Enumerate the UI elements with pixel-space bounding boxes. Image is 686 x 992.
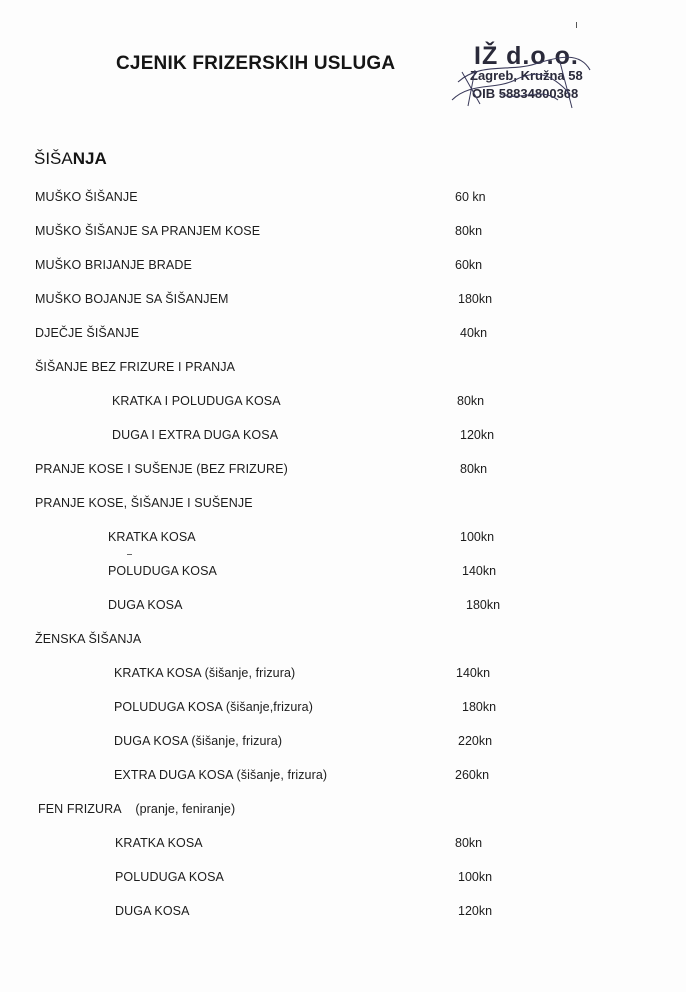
- item-price: 40kn: [460, 326, 488, 340]
- price-row: [0, 666, 600, 684]
- item-price: 180kn: [462, 700, 497, 714]
- item-name: DJEČJE ŠIŠANJE: [35, 326, 140, 340]
- item-price: 60 kn: [455, 190, 486, 204]
- item-name: EXTRA DUGA KOSA (šišanje, frizura): [114, 768, 328, 782]
- item-price: 100kn: [458, 870, 493, 884]
- price-row: [0, 224, 600, 242]
- scan-mark: [576, 22, 577, 28]
- item-price: 120kn: [458, 904, 493, 918]
- item-name: MUŠKO ŠIŠANJE: [35, 190, 138, 204]
- price-row: [0, 496, 600, 514]
- page-title: CJENIK FRIZERSKIH USLUGA: [116, 53, 396, 74]
- price-row: [0, 564, 600, 582]
- section-heading: [34, 149, 107, 169]
- item-price: 80kn: [460, 462, 488, 476]
- item-name: MUŠKO BRIJANJE BRADE: [35, 258, 192, 272]
- stamp-address: Zagreb, Kružna 58: [470, 68, 583, 83]
- item-name: DUGA KOSA: [115, 904, 190, 918]
- signature-scribble: [440, 42, 610, 112]
- section-heading-prefix: ŠIŠA: [34, 149, 73, 168]
- item-price: 140kn: [462, 564, 497, 578]
- price-row: [0, 904, 600, 922]
- item-price: 100kn: [460, 530, 495, 544]
- stamp-oib: OIB 58834800368: [472, 86, 579, 101]
- item-name: FEN FRIZURA (pranje, feniranje): [38, 802, 236, 816]
- price-row: [0, 292, 600, 310]
- item-price: 260kn: [455, 768, 490, 782]
- item-price: 80kn: [455, 836, 483, 850]
- item-name: POLUDUGA KOSA: [108, 564, 217, 578]
- item-price: 120kn: [460, 428, 495, 442]
- item-name: POLUDUGA KOSA (šišanje,frizura): [114, 700, 313, 714]
- item-name: ŽENSKA ŠIŠANJA: [35, 632, 142, 646]
- item-name: POLUDUGA KOSA: [115, 870, 224, 884]
- item-price: 140kn: [456, 666, 491, 680]
- price-row: [0, 428, 600, 446]
- price-row: [0, 598, 600, 616]
- item-name: MUŠKO BOJANJE SA ŠIŠANJEM: [35, 292, 229, 306]
- price-row: [0, 870, 600, 888]
- item-price: 80kn: [457, 394, 485, 408]
- item-name: ŠIŠANJE BEZ FRIZURE I PRANJA: [35, 360, 236, 374]
- item-name: PRANJE KOSE, ŠIŠANJE I SUŠENJE: [35, 496, 253, 510]
- company-stamp: [440, 42, 610, 112]
- item-price: 80kn: [455, 224, 483, 238]
- price-row: [0, 802, 600, 820]
- item-price: 180kn: [466, 598, 501, 612]
- price-row: [0, 190, 600, 208]
- price-row: [0, 394, 600, 412]
- item-name: PRANJE KOSE I SUŠENJE (BEZ FRIZURE): [35, 462, 288, 476]
- item-name: KRATKA KOSA: [115, 836, 203, 850]
- price-row: [0, 836, 600, 854]
- price-row: [0, 768, 600, 786]
- item-name: KRATKA I POLUDUGA KOSA: [112, 394, 281, 408]
- price-row: [0, 360, 600, 378]
- price-row: [0, 632, 600, 650]
- price-row: [0, 700, 600, 718]
- item-price: 220kn: [458, 734, 493, 748]
- item-name: MUŠKO ŠIŠANJE SA PRANJEM KOSE: [35, 224, 261, 238]
- item-price: 180kn: [458, 292, 493, 306]
- item-name: KRATKA KOSA: [108, 530, 196, 544]
- item-name: DUGA KOSA (šišanje, frizura): [114, 734, 283, 748]
- scan-speck: [127, 554, 132, 555]
- item-name: DUGA I EXTRA DUGA KOSA: [112, 428, 279, 442]
- stamp-company: IŽ d.o.o.: [474, 42, 579, 70]
- item-price: 60kn: [455, 258, 483, 272]
- price-row: [0, 258, 600, 276]
- price-row: [0, 462, 600, 480]
- item-name: DUGA KOSA: [108, 598, 183, 612]
- section-heading-suffix: NJA: [72, 149, 107, 168]
- item-name: KRATKA KOSA (šišanje, frizura): [114, 666, 296, 680]
- price-row: [0, 530, 600, 548]
- price-row: [0, 326, 600, 344]
- price-row: [0, 734, 600, 752]
